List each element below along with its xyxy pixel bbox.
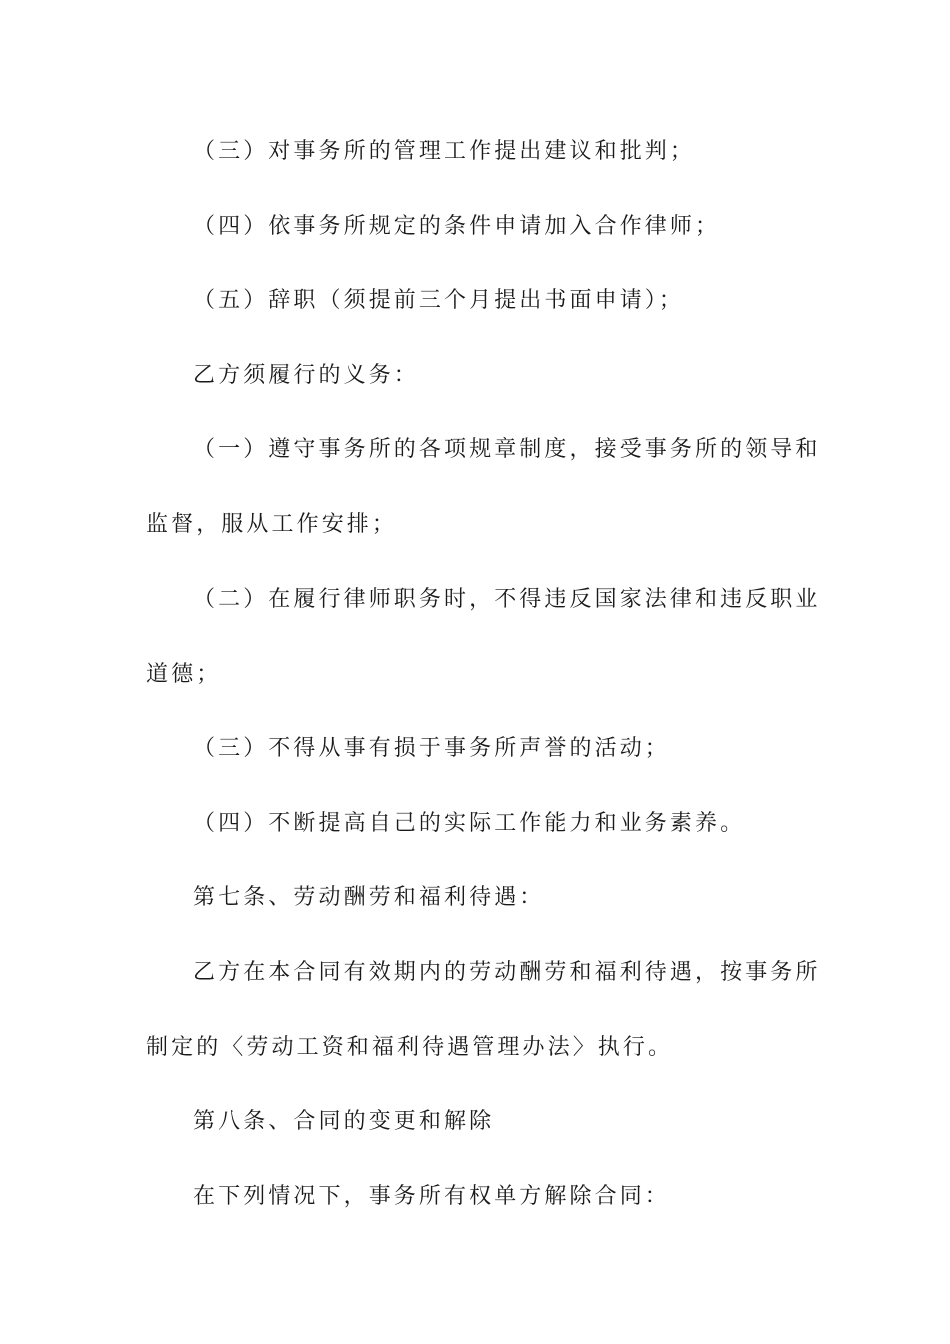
article-7-body-line-2: 制定的〈劳动工资和福利待遇管理办法〉执行。 <box>146 1035 674 1060</box>
clause-right-5: （五）辞职（须提前三个月提出书面申请）； <box>193 288 685 313</box>
obligation-2-line-2: 道德； <box>146 662 222 687</box>
article-8-body: 在下列情况下，事务所有权单方解除合同： <box>193 1184 670 1209</box>
obligation-2-line-1: （二）在履行律师职务时，不得违反国家法律和违反职业 <box>193 587 821 612</box>
obligation-1-line-2: 监督，服从工作安排； <box>146 512 398 537</box>
obligations-heading: 乙方须履行的义务： <box>193 363 419 388</box>
article-8-heading: 第八条、合同的变更和解除 <box>193 1109 495 1134</box>
obligation-3: （三）不得从事有损于事务所声誉的活动； <box>193 736 670 761</box>
obligation-4: （四）不断提高自己的实际工作能力和业务素养。 <box>193 811 746 836</box>
article-7-body-line-1: 乙方在本合同有效期内的劳动酬劳和福利待遇，按事务所 <box>193 960 821 985</box>
clause-right-3: （三）对事务所的管理工作提出建议和批判； <box>193 139 696 164</box>
obligation-1-line-1: （一）遵守事务所的各项规章制度，接受事务所的领导和 <box>193 437 821 462</box>
article-7-heading: 第七条、劳动酬劳和福利待遇： <box>193 885 545 910</box>
clause-right-4: （四）依事务所规定的条件申请加入合作律师； <box>193 214 721 239</box>
